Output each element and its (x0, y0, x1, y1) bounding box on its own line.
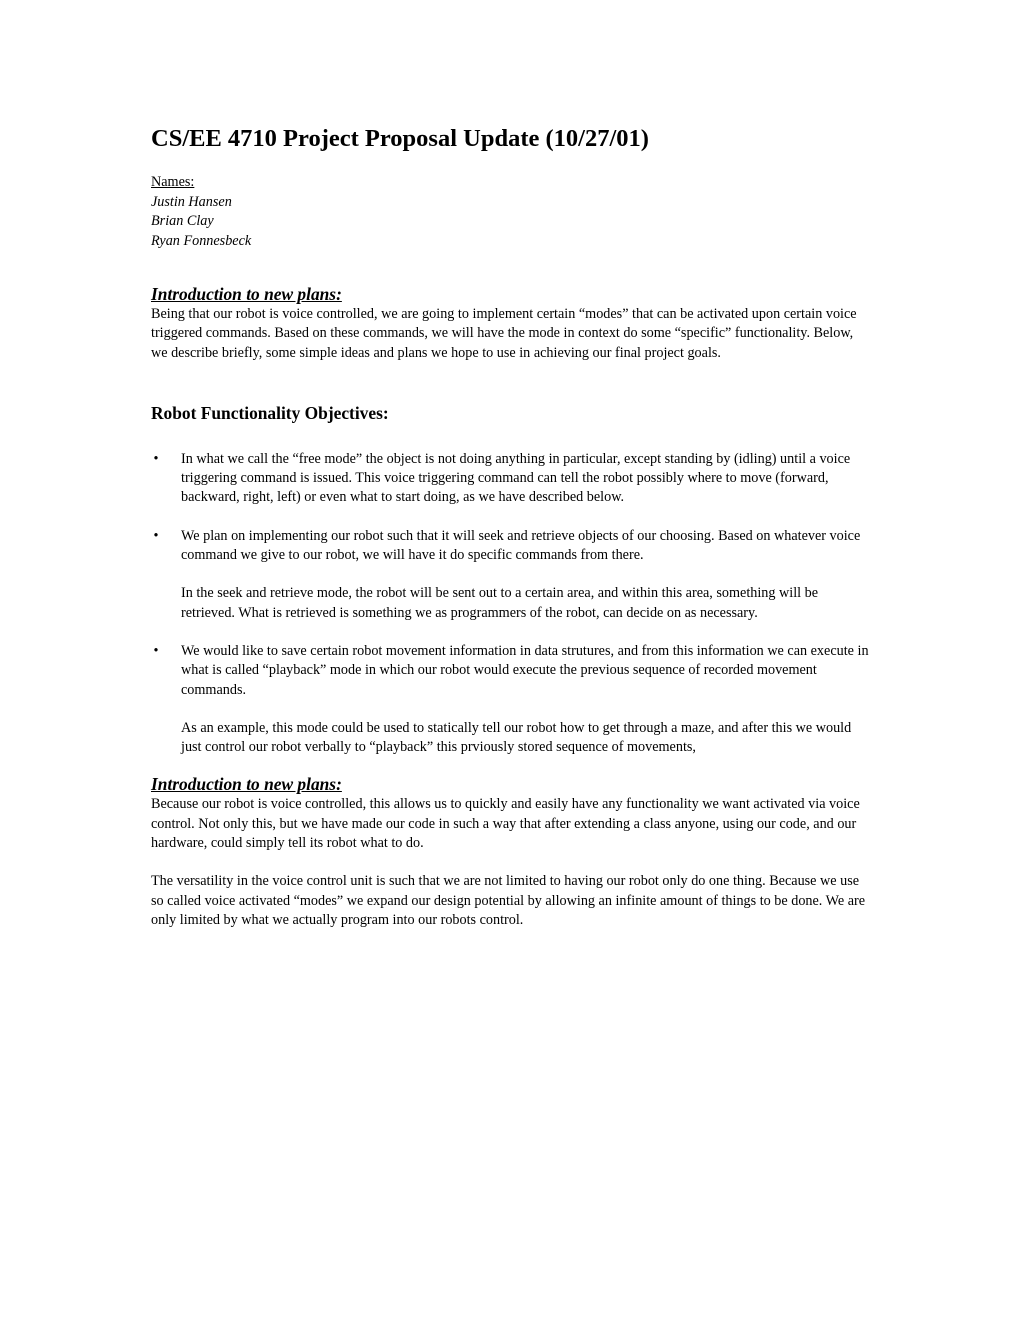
bullet-icon: • (153, 642, 159, 659)
bullet-followup: In the seek and retrieve mode, the robot will be sent out to a certain area, and within this area, something will be retrieved. What is retrieved is something we as programmers of the robot, can decide on as necessary. (181, 585, 819, 621)
bullet-icon: • (153, 527, 159, 544)
closing-paragraph: The versatility in the voice control unit is such that we are not limited to having our robot only do one thing. Because we use so called voice activated “modes” we expand our design potential by allowing an infinite amount of things to be done. We are only limited by what we actually program into our robots control. (151, 873, 866, 928)
bullet-item (151, 450, 873, 508)
bullet-item (151, 527, 873, 566)
bullet-text: We would like to save certain robot movement information in data strutures, and from this information we can execute in what is called “playback” mode in which our robot would execute the previous sequence of recorded movement commands. (181, 642, 869, 698)
bullet-item (151, 642, 873, 700)
name-item: Justin Hansen (151, 193, 232, 210)
page-title: CS/EE 4710 Project Proposal Update (10/27/01) (151, 125, 649, 152)
bullet-text: In what we call the “free mode” the object is not doing anything in particular, except standing by (idling) until a voice triggering command is issued. This voice triggering command can tell the robot possibly where to move (forward, backward, right, left) or even what to start doing, as we have described below. (181, 450, 851, 506)
section-heading-objectives: Robot Functionality Objectives: (151, 402, 389, 423)
bullet-text: We plan on implementing our robot such that it will seek and retrieve objects of our choosing. Based on whatever voice command we give to our robot, we will have it do specific commands from there. (181, 527, 861, 564)
section-heading-intro: Introduction to new plans: (151, 284, 342, 304)
bullet-icon: • (153, 450, 159, 467)
name-item: Ryan Fonnesbeck (151, 232, 252, 249)
section-heading-intro-2: Introduction to new plans: (151, 774, 342, 795)
document-page (151, 124, 873, 930)
names-block (151, 173, 873, 251)
name-item: Brian Clay (151, 213, 214, 229)
intro-paragraph: Being that our robot is voice controlled, we are going to implement certain “modes” that can be activated upon certain voice triggered commands. Based on these commands, we will have the mode in context do some “specific” functionality. Below, we describe briefly, some simple ideas and plans we hope to use in achieving our final project goals. (151, 306, 857, 361)
bullet-followup: As an example, this mode could be used to statically tell our robot how to get through a maze, and after this we would just control our robot verbally to “playback” this prviously stored sequence of movements, (181, 719, 852, 756)
closing-paragraph: Because our robot is voice controlled, this allows us to quickly and easily have any functionality we want activated via voice control. Not only this, but we have made our code in such a way that after extending a class anyone, using our code, and our hardware, could simply tell its robot what to do. (151, 796, 860, 852)
names-label: Names: (151, 174, 195, 190)
